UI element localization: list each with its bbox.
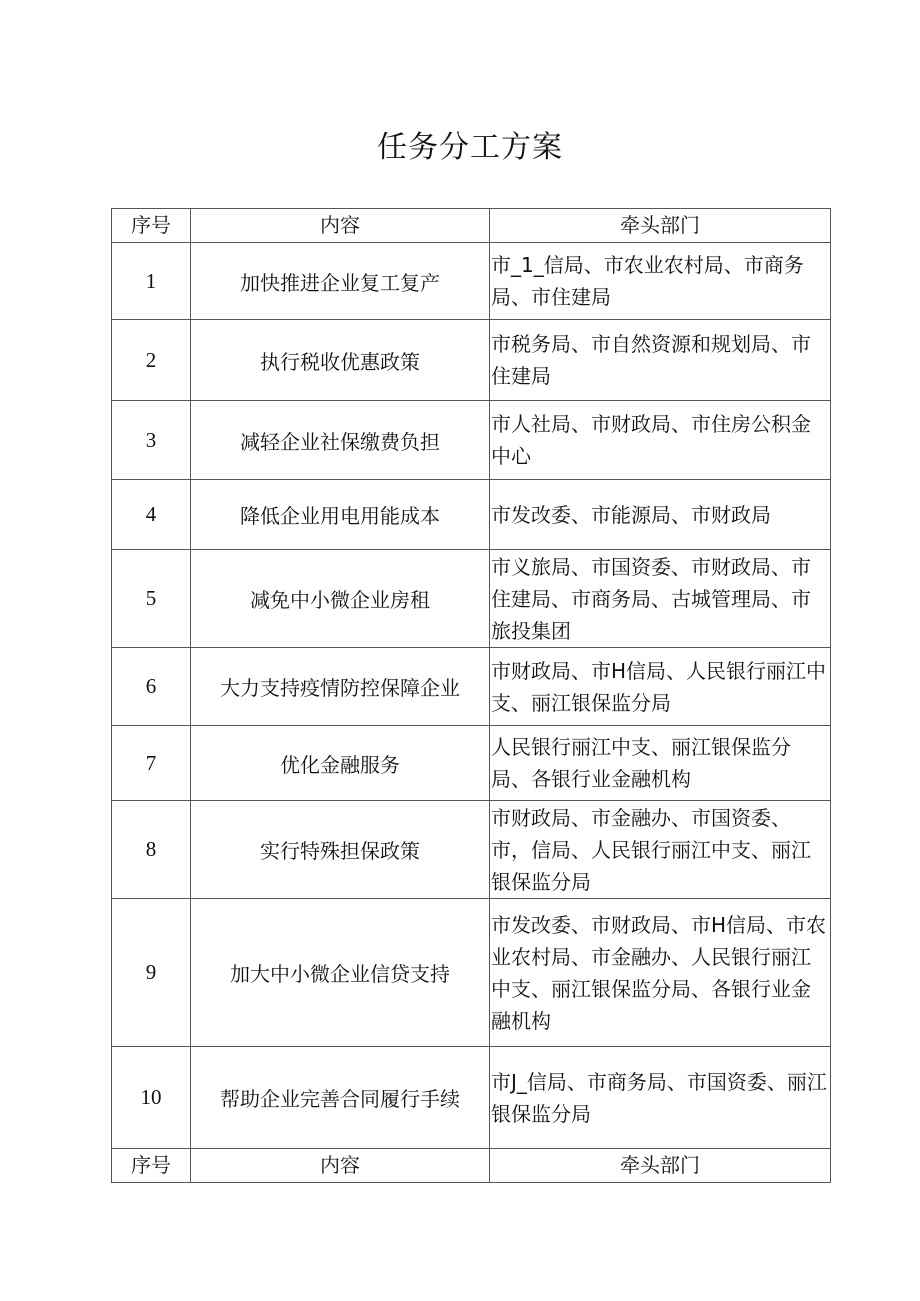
row-content: 大力支持疫情防控保障企业: [191, 648, 490, 726]
header-dept: 牵头部门: [490, 209, 831, 243]
row-content: 执行税收优惠政策: [191, 320, 490, 401]
page-title: 任务分工方案: [377, 130, 563, 165]
row-num: 5: [112, 550, 191, 648]
row-dept: 市财政局、市金融办、市国资委、市，信局、人民银行丽江中支、丽江银保监分局: [490, 801, 831, 899]
row-dept: 人民银行丽江中支、丽江银保监分局、各银行业金融机构: [490, 726, 831, 801]
table-row: [112, 550, 831, 648]
row-num: 1: [112, 243, 191, 320]
row-dept: 市义旅局、市国资委、市财政局、市住建局、市商务局、古城管理局、市旅投集团: [490, 550, 831, 648]
table-header-row: [112, 209, 831, 243]
table-footer-row: [112, 1149, 831, 1183]
table-row: [112, 801, 831, 899]
table-row: [112, 320, 831, 401]
table-row: [112, 401, 831, 480]
header-num: 序号: [112, 209, 191, 243]
row-content: 降低企业用电用能成本: [191, 480, 490, 550]
row-num: 8: [112, 801, 191, 899]
footer-dept: 牵头部门: [490, 1149, 831, 1183]
row-num: 4: [112, 480, 191, 550]
row-dept: 市_1_信局、市农业农村局、市商务局、市住建局: [490, 243, 831, 320]
task-table: [111, 208, 831, 1183]
row-content: 加大中小微企业信贷支持: [191, 899, 490, 1047]
row-num: 10: [112, 1047, 191, 1149]
row-content: 加快推进企业复工复产: [191, 243, 490, 320]
row-dept: 市发改委、市财政局、市H信局、市农业农村局、市金融办、人民银行丽江中支、丽江银保监分局、各银行业金融机构: [490, 899, 831, 1047]
footer-content: 内容: [191, 1149, 490, 1183]
row-num: 3: [112, 401, 191, 480]
row-num: 9: [112, 899, 191, 1047]
row-num: 6: [112, 648, 191, 726]
footer-num: 序号: [112, 1149, 191, 1183]
table-row: [112, 726, 831, 801]
row-dept: 市人社局、市财政局、市住房公积金中心: [490, 401, 831, 480]
row-dept: 市J_信局、市商务局、市国资委、丽江银保监分局: [490, 1047, 831, 1149]
row-num: 2: [112, 320, 191, 401]
row-content: 实行特殊担保政策: [191, 801, 490, 899]
row-dept: 市税务局、市自然资源和规划局、市住建局: [490, 320, 831, 401]
table-row: [112, 899, 831, 1047]
row-num: 7: [112, 726, 191, 801]
table-row: [112, 1047, 831, 1149]
table-row: [112, 243, 831, 320]
row-dept: 市财政局、市H信局、人民银行丽江中支、丽江银保监分局: [490, 648, 831, 726]
row-content: 减轻企业社保缴费负担: [191, 401, 490, 480]
table-row: [112, 480, 831, 550]
header-content: 内容: [191, 209, 490, 243]
row-content: 优化金融服务: [191, 726, 490, 801]
row-dept: 市发改委、市能源局、市财政局: [490, 480, 831, 550]
row-content: 帮助企业完善合同履行手续: [191, 1047, 490, 1149]
row-content: 减免中小微企业房租: [191, 550, 490, 648]
table-row: [112, 648, 831, 726]
